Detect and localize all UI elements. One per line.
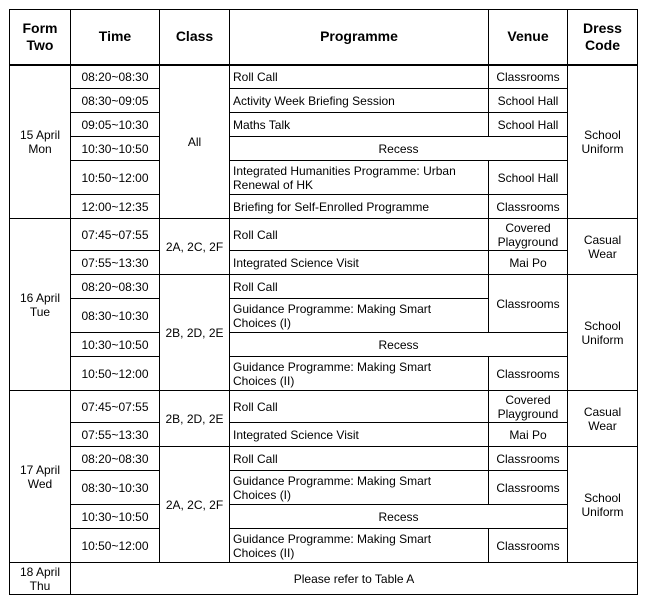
time-cell: 08:20~08:30 — [71, 65, 160, 89]
table-row — [10, 333, 638, 357]
recess-cell: Recess — [230, 333, 568, 357]
venue-cell: Covered Playground — [489, 391, 568, 423]
form-two-schedule-table — [9, 9, 638, 595]
dress-code-cell: Casual Wear — [568, 391, 638, 447]
programme-cell: Roll Call — [230, 65, 489, 89]
table-row — [10, 423, 638, 447]
table-row — [10, 391, 638, 423]
header-form: Form Two — [10, 10, 71, 65]
venue-cell: Classrooms — [489, 529, 568, 563]
programme-cell: Roll Call — [230, 219, 489, 251]
table-row — [10, 219, 638, 251]
class-cell: All — [160, 65, 230, 219]
header-programme: Programme — [230, 10, 489, 65]
programme-cell: Guidance Programme: Making Smart Choices (I) — [230, 471, 489, 505]
time-cell: 08:20~08:30 — [71, 447, 160, 471]
programme-cell: Roll Call — [230, 275, 489, 299]
day-cell: 18 April Thu — [10, 563, 71, 595]
time-cell: 08:30~10:30 — [71, 471, 160, 505]
recess-cell: Recess — [230, 137, 568, 161]
table-row — [10, 563, 638, 595]
programme-cell: Maths Talk — [230, 113, 489, 137]
table-row — [10, 251, 638, 275]
programme-cell: Guidance Programme: Making Smart Choices (II) — [230, 529, 489, 563]
programme-cell: Integrated Humanities Programme: Urban Renewal of HK — [230, 161, 489, 195]
header-time: Time — [71, 10, 160, 65]
day-cell: 17 April Wed — [10, 391, 71, 563]
time-cell: 08:30~10:30 — [71, 299, 160, 333]
time-cell: 07:45~07:55 — [71, 219, 160, 251]
venue-cell: Classrooms — [489, 195, 568, 219]
dress-code-cell: School Uniform — [568, 65, 638, 219]
table-row — [10, 357, 638, 391]
dress-code-cell: School Uniform — [568, 447, 638, 563]
table-row — [10, 137, 638, 161]
venue-cell: Classrooms — [489, 65, 568, 89]
class-cell: 2B, 2D, 2E — [160, 391, 230, 447]
time-cell: 09:05~10:30 — [71, 113, 160, 137]
time-cell: 10:30~10:50 — [71, 137, 160, 161]
time-cell: 07:55~13:30 — [71, 251, 160, 275]
time-cell: 10:50~12:00 — [71, 357, 160, 391]
day-cell: 15 April Mon — [10, 65, 71, 219]
programme-cell: Roll Call — [230, 391, 489, 423]
programme-cell: Roll Call — [230, 447, 489, 471]
time-cell: 08:20~08:30 — [71, 275, 160, 299]
venue-cell: Classrooms — [489, 447, 568, 471]
programme-cell: Guidance Programme: Making Smart Choices (II) — [230, 357, 489, 391]
table-row — [10, 447, 638, 471]
table-row — [10, 275, 638, 299]
time-cell: 10:50~12:00 — [71, 529, 160, 563]
programme-cell: Activity Week Briefing Session — [230, 89, 489, 113]
table-row — [10, 529, 638, 563]
programme-cell: Briefing for Self-Enrolled Programme — [230, 195, 489, 219]
table-row — [10, 195, 638, 219]
table-row — [10, 505, 638, 529]
time-cell: 10:30~10:50 — [71, 333, 160, 357]
note-cell: Please refer to Table A — [71, 563, 638, 595]
table-row — [10, 113, 638, 137]
programme-cell: Guidance Programme: Making Smart Choices (I) — [230, 299, 489, 333]
table-row — [10, 65, 638, 89]
venue-cell: Classrooms — [489, 357, 568, 391]
venue-cell: Classrooms — [489, 275, 568, 333]
header-venue: Venue — [489, 10, 568, 65]
venue-cell: Mai Po — [489, 251, 568, 275]
dress-code-cell: Casual Wear — [568, 219, 638, 275]
time-cell: 10:30~10:50 — [71, 505, 160, 529]
venue-cell: School Hall — [489, 89, 568, 113]
class-cell: 2A, 2C, 2F — [160, 219, 230, 275]
programme-cell: Integrated Science Visit — [230, 423, 489, 447]
venue-cell: Covered Playground — [489, 219, 568, 251]
venue-cell: Classrooms — [489, 471, 568, 505]
venue-cell: Mai Po — [489, 423, 568, 447]
programme-cell: Integrated Science Visit — [230, 251, 489, 275]
table-row — [10, 161, 638, 195]
venue-cell: School Hall — [489, 113, 568, 137]
table-row — [10, 89, 638, 113]
venue-cell: School Hall — [489, 161, 568, 195]
header-class: Class — [160, 10, 230, 65]
dress-code-cell: School Uniform — [568, 275, 638, 391]
time-cell: 08:30~09:05 — [71, 89, 160, 113]
class-cell: 2A, 2C, 2F — [160, 447, 230, 563]
header-dress-code: Dress Code — [568, 10, 638, 65]
day-cell: 16 April Tue — [10, 219, 71, 391]
time-cell: 07:55~13:30 — [71, 423, 160, 447]
time-cell: 12:00~12:35 — [71, 195, 160, 219]
header-row — [10, 10, 638, 65]
recess-cell: Recess — [230, 505, 568, 529]
time-cell: 10:50~12:00 — [71, 161, 160, 195]
class-cell: 2B, 2D, 2E — [160, 275, 230, 391]
time-cell: 07:45~07:55 — [71, 391, 160, 423]
table-row — [10, 471, 638, 505]
